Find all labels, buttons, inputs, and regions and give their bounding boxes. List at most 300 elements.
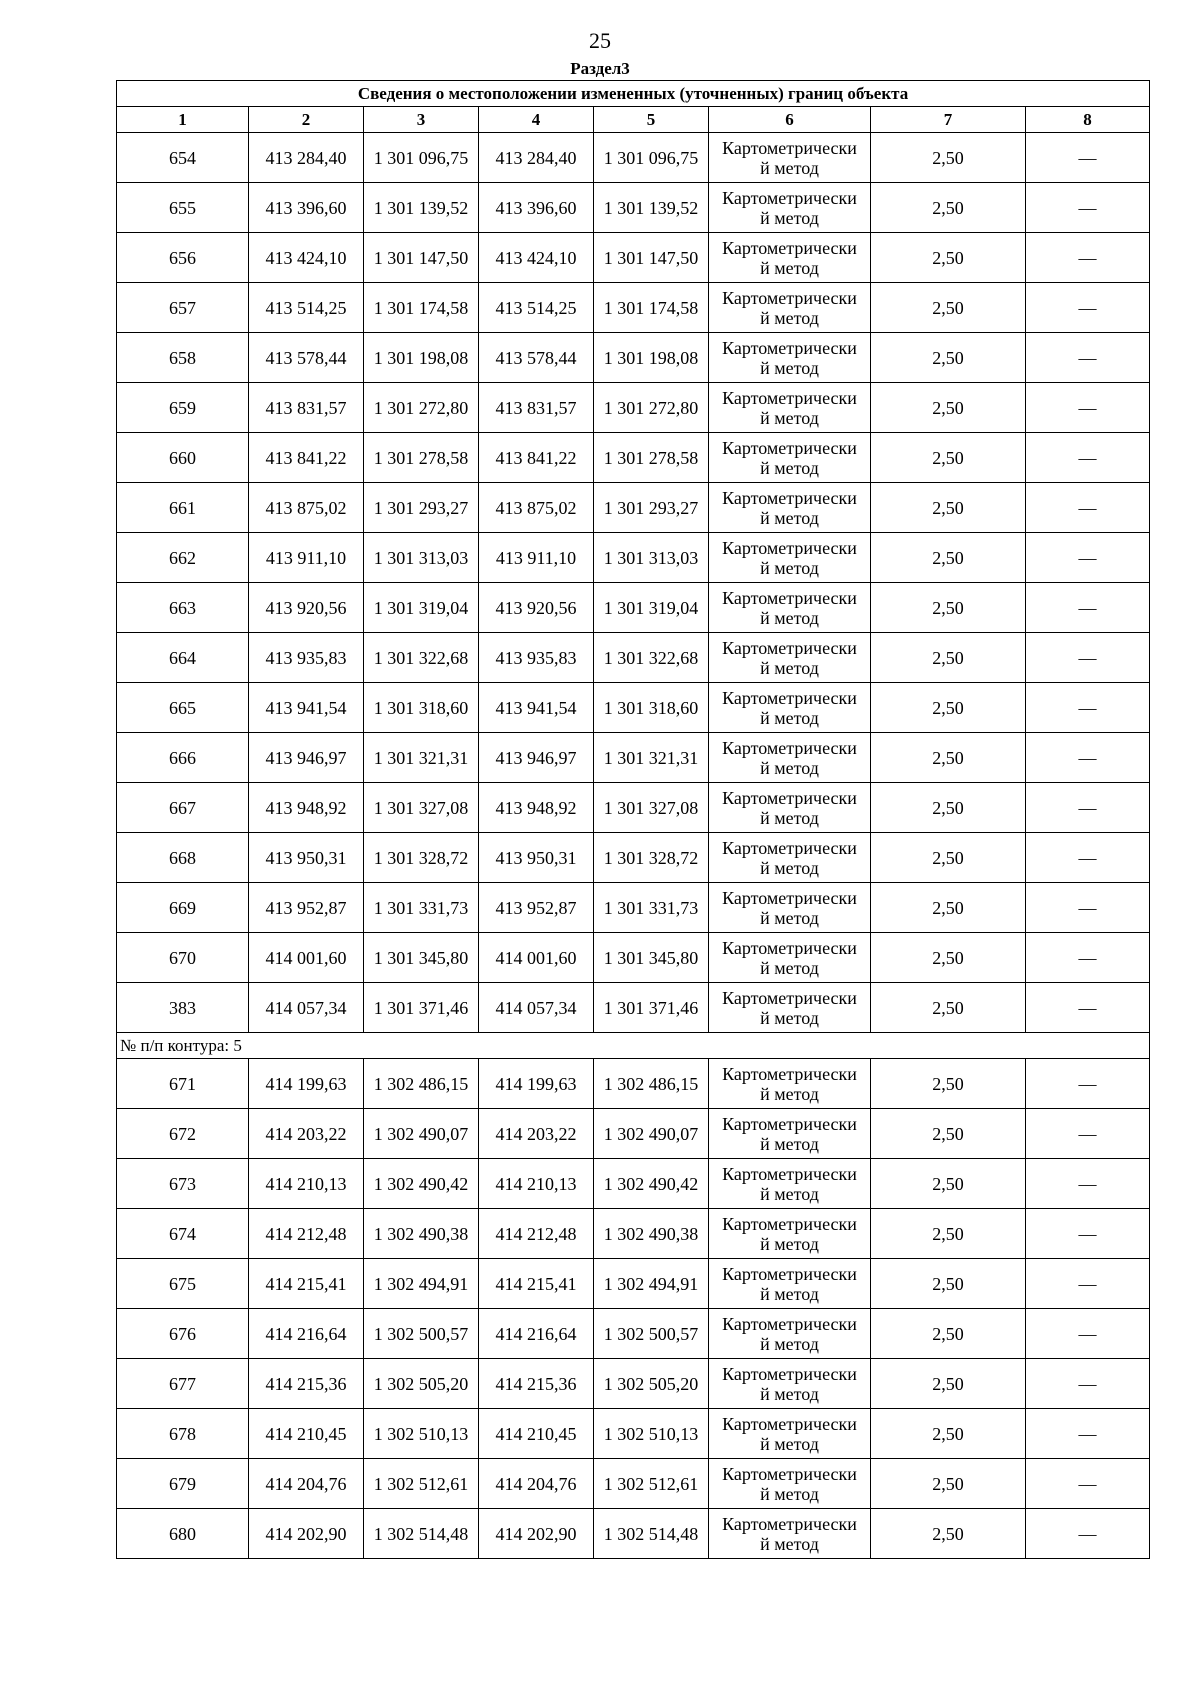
y-old-cell: 1 301 147,50 xyxy=(364,233,479,283)
method-cell xyxy=(709,1359,871,1409)
method-text-line2: й метод xyxy=(760,457,819,478)
method-cell xyxy=(709,933,871,983)
column-number-7: 7 xyxy=(871,107,1026,133)
y-new-cell: 1 301 096,75 xyxy=(594,133,709,183)
y-new-cell: 1 301 327,08 xyxy=(594,783,709,833)
x-old-cell: 413 941,54 xyxy=(249,683,364,733)
point-number-cell: 383 xyxy=(117,983,249,1033)
description-cell: — xyxy=(1026,1109,1150,1159)
column-number-row xyxy=(117,107,1150,133)
method-text-line2: й метод xyxy=(760,1533,819,1554)
method-text-line2: й метод xyxy=(760,407,819,428)
method-cell xyxy=(709,233,871,283)
accuracy-cell: 2,50 xyxy=(871,1109,1026,1159)
y-new-cell: 1 301 331,73 xyxy=(594,883,709,933)
y-new-cell: 1 301 345,80 xyxy=(594,933,709,983)
x-new-cell: 413 911,10 xyxy=(479,533,594,583)
accuracy-cell: 2,50 xyxy=(871,533,1026,583)
description-cell: — xyxy=(1026,733,1150,783)
x-new-cell: 413 396,60 xyxy=(479,183,594,233)
accuracy-cell: 2,50 xyxy=(871,1459,1026,1509)
x-new-cell: 413 578,44 xyxy=(479,333,594,383)
method-text-line2: й метод xyxy=(760,1483,819,1504)
table-row xyxy=(117,283,1150,333)
x-old-cell: 413 578,44 xyxy=(249,333,364,383)
description-cell: — xyxy=(1026,233,1150,283)
x-old-cell: 413 514,25 xyxy=(249,283,364,333)
method-cell xyxy=(709,1109,871,1159)
table-row xyxy=(117,133,1150,183)
x-new-cell: 414 210,13 xyxy=(479,1159,594,1209)
table-row xyxy=(117,1309,1150,1359)
y-old-cell: 1 301 198,08 xyxy=(364,333,479,383)
x-old-cell: 414 212,48 xyxy=(249,1209,364,1259)
point-number-cell: 664 xyxy=(117,633,249,683)
x-old-cell: 414 202,90 xyxy=(249,1509,364,1559)
x-old-cell: 413 920,56 xyxy=(249,583,364,633)
method-text-line2: й метод xyxy=(760,1233,819,1254)
table-row xyxy=(117,1159,1150,1209)
description-cell: — xyxy=(1026,683,1150,733)
y-old-cell: 1 301 371,46 xyxy=(364,983,479,1033)
x-old-cell: 413 875,02 xyxy=(249,483,364,533)
x-old-cell: 413 424,10 xyxy=(249,233,364,283)
accuracy-cell: 2,50 xyxy=(871,1159,1026,1209)
y-new-cell: 1 301 321,31 xyxy=(594,733,709,783)
method-text-line2: й метод xyxy=(760,1383,819,1404)
x-old-cell: 413 831,57 xyxy=(249,383,364,433)
x-old-cell: 414 203,22 xyxy=(249,1109,364,1159)
accuracy-cell: 2,50 xyxy=(871,233,1026,283)
method-cell xyxy=(709,283,871,333)
method-text-line1: Картометрически xyxy=(722,487,857,508)
description-cell: — xyxy=(1026,383,1150,433)
table-row xyxy=(117,783,1150,833)
accuracy-cell: 2,50 xyxy=(871,733,1026,783)
x-new-cell: 413 948,92 xyxy=(479,783,594,833)
table-row xyxy=(117,983,1150,1033)
x-new-cell: 413 950,31 xyxy=(479,833,594,883)
y-new-cell: 1 301 371,46 xyxy=(594,983,709,1033)
method-text-line1: Картометрически xyxy=(722,1463,857,1484)
y-new-cell: 1 302 490,42 xyxy=(594,1159,709,1209)
x-new-cell: 413 514,25 xyxy=(479,283,594,333)
y-old-cell: 1 301 313,03 xyxy=(364,533,479,583)
table-row xyxy=(117,1059,1150,1109)
y-old-cell: 1 301 331,73 xyxy=(364,883,479,933)
accuracy-cell: 2,50 xyxy=(871,1059,1026,1109)
y-old-cell: 1 301 278,58 xyxy=(364,433,479,483)
column-number-2: 2 xyxy=(249,107,364,133)
table-row xyxy=(117,483,1150,533)
x-old-cell: 413 841,22 xyxy=(249,433,364,483)
method-cell xyxy=(709,1409,871,1459)
x-old-cell: 414 210,45 xyxy=(249,1409,364,1459)
method-text-line2: й метод xyxy=(760,307,819,328)
y-new-cell: 1 302 500,57 xyxy=(594,1309,709,1359)
y-new-cell: 1 302 510,13 xyxy=(594,1409,709,1459)
method-cell xyxy=(709,1059,871,1109)
y-new-cell: 1 301 313,03 xyxy=(594,533,709,583)
y-old-cell: 1 301 174,58 xyxy=(364,283,479,333)
description-cell: — xyxy=(1026,633,1150,683)
point-number-cell: 666 xyxy=(117,733,249,783)
accuracy-cell: 2,50 xyxy=(871,583,1026,633)
x-new-cell: 413 952,87 xyxy=(479,883,594,933)
x-old-cell: 413 946,97 xyxy=(249,733,364,783)
method-cell xyxy=(709,183,871,233)
x-new-cell: 414 203,22 xyxy=(479,1109,594,1159)
accuracy-cell: 2,50 xyxy=(871,183,1026,233)
column-number-5: 5 xyxy=(594,107,709,133)
method-text-line1: Картометрически xyxy=(722,637,857,658)
column-number-6: 6 xyxy=(709,107,871,133)
method-text-line1: Картометрически xyxy=(722,987,857,1008)
column-number-1: 1 xyxy=(117,107,249,133)
description-cell: — xyxy=(1026,1409,1150,1459)
y-old-cell: 1 301 327,08 xyxy=(364,783,479,833)
accuracy-cell: 2,50 xyxy=(871,983,1026,1033)
table-row xyxy=(117,383,1150,433)
y-old-cell: 1 301 322,68 xyxy=(364,633,479,683)
x-old-cell: 414 204,76 xyxy=(249,1459,364,1509)
point-number-cell: 662 xyxy=(117,533,249,583)
contour-row xyxy=(117,1033,1150,1059)
table-row xyxy=(117,1359,1150,1409)
method-cell xyxy=(709,133,871,183)
point-number-cell: 665 xyxy=(117,683,249,733)
y-old-cell: 1 302 510,13 xyxy=(364,1409,479,1459)
description-cell: — xyxy=(1026,533,1150,583)
x-new-cell: 413 284,40 xyxy=(479,133,594,183)
y-old-cell: 1 302 494,91 xyxy=(364,1259,479,1309)
method-text-line2: й метод xyxy=(760,1283,819,1304)
y-old-cell: 1 301 096,75 xyxy=(364,133,479,183)
method-text-line2: й метод xyxy=(760,1133,819,1154)
description-cell: — xyxy=(1026,133,1150,183)
accuracy-cell: 2,50 xyxy=(871,283,1026,333)
description-cell: — xyxy=(1026,333,1150,383)
x-old-cell: 413 950,31 xyxy=(249,833,364,883)
y-old-cell: 1 302 490,42 xyxy=(364,1159,479,1209)
accuracy-cell: 2,50 xyxy=(871,1409,1026,1459)
accuracy-cell: 2,50 xyxy=(871,383,1026,433)
method-cell xyxy=(709,683,871,733)
y-new-cell: 1 301 322,68 xyxy=(594,633,709,683)
x-old-cell: 413 935,83 xyxy=(249,633,364,683)
method-text-line1: Картометрически xyxy=(722,287,857,308)
x-old-cell: 414 001,60 xyxy=(249,933,364,983)
accuracy-cell: 2,50 xyxy=(871,1359,1026,1409)
method-text-line2: й метод xyxy=(760,807,819,828)
method-cell xyxy=(709,383,871,433)
method-text-line2: й метод xyxy=(760,857,819,878)
description-cell: — xyxy=(1026,833,1150,883)
x-old-cell: 413 396,60 xyxy=(249,183,364,233)
y-old-cell: 1 302 505,20 xyxy=(364,1359,479,1409)
method-text-line2: й метод xyxy=(760,907,819,928)
method-text-line1: Картометрически xyxy=(722,887,857,908)
method-text-line1: Картометрически xyxy=(722,1063,857,1084)
y-new-cell: 1 301 139,52 xyxy=(594,183,709,233)
description-cell: — xyxy=(1026,1259,1150,1309)
y-new-cell: 1 302 494,91 xyxy=(594,1259,709,1309)
method-cell xyxy=(709,1459,871,1509)
y-old-cell: 1 301 328,72 xyxy=(364,833,479,883)
x-old-cell: 413 911,10 xyxy=(249,533,364,583)
y-old-cell: 1 301 345,80 xyxy=(364,933,479,983)
point-number-cell: 674 xyxy=(117,1209,249,1259)
table-row xyxy=(117,1459,1150,1509)
method-text-line2: й метод xyxy=(760,657,819,678)
description-cell: — xyxy=(1026,183,1150,233)
table-row xyxy=(117,1259,1150,1309)
table-title: Сведения о местоположении измененных (уточненных) границ объекта xyxy=(117,81,1150,107)
column-number-4: 4 xyxy=(479,107,594,133)
x-new-cell: 413 935,83 xyxy=(479,633,594,683)
y-new-cell: 1 301 278,58 xyxy=(594,433,709,483)
method-text-line2: й метод xyxy=(760,1333,819,1354)
method-cell xyxy=(709,1509,871,1559)
accuracy-cell: 2,50 xyxy=(871,433,1026,483)
method-text-line1: Картометрически xyxy=(722,1363,857,1384)
x-new-cell: 413 946,97 xyxy=(479,733,594,783)
y-old-cell: 1 302 500,57 xyxy=(364,1309,479,1359)
description-cell: — xyxy=(1026,283,1150,333)
description-cell: — xyxy=(1026,1059,1150,1109)
point-number-cell: 679 xyxy=(117,1459,249,1509)
description-cell: — xyxy=(1026,933,1150,983)
method-text-line2: й метод xyxy=(760,157,819,178)
method-text-line1: Картометрически xyxy=(722,837,857,858)
method-cell xyxy=(709,783,871,833)
point-number-cell: 669 xyxy=(117,883,249,933)
method-cell xyxy=(709,1209,871,1259)
method-cell xyxy=(709,1259,871,1309)
x-old-cell: 413 284,40 xyxy=(249,133,364,183)
accuracy-cell: 2,50 xyxy=(871,483,1026,533)
accuracy-cell: 2,50 xyxy=(871,1209,1026,1259)
x-new-cell: 413 424,10 xyxy=(479,233,594,283)
method-text-line1: Картометрически xyxy=(722,537,857,558)
x-new-cell: 414 210,45 xyxy=(479,1409,594,1459)
method-text-line1: Картометрически xyxy=(722,237,857,258)
method-cell xyxy=(709,733,871,783)
method-text-line1: Картометрически xyxy=(722,587,857,608)
point-number-cell: 678 xyxy=(117,1409,249,1459)
method-text-line1: Картометрически xyxy=(722,1513,857,1534)
y-new-cell: 1 301 174,58 xyxy=(594,283,709,333)
point-number-cell: 670 xyxy=(117,933,249,983)
description-cell: — xyxy=(1026,1509,1150,1559)
y-old-cell: 1 301 293,27 xyxy=(364,483,479,533)
description-cell: — xyxy=(1026,1359,1150,1409)
y-new-cell: 1 302 486,15 xyxy=(594,1059,709,1109)
point-number-cell: 671 xyxy=(117,1059,249,1109)
method-cell xyxy=(709,1309,871,1359)
x-old-cell: 414 215,41 xyxy=(249,1259,364,1309)
y-new-cell: 1 301 272,80 xyxy=(594,383,709,433)
point-number-cell: 663 xyxy=(117,583,249,633)
y-new-cell: 1 301 319,04 xyxy=(594,583,709,633)
point-number-cell: 657 xyxy=(117,283,249,333)
method-cell xyxy=(709,433,871,483)
point-number-cell: 654 xyxy=(117,133,249,183)
accuracy-cell: 2,50 xyxy=(871,633,1026,683)
method-text-line2: й метод xyxy=(760,757,819,778)
point-number-cell: 676 xyxy=(117,1309,249,1359)
y-old-cell: 1 302 490,07 xyxy=(364,1109,479,1159)
point-number-cell: 672 xyxy=(117,1109,249,1159)
method-text-line1: Картометрически xyxy=(722,187,857,208)
method-text-line1: Картометрически xyxy=(722,1213,857,1234)
accuracy-cell: 2,50 xyxy=(871,1509,1026,1559)
method-text-line1: Картометрически xyxy=(722,137,857,158)
description-cell: — xyxy=(1026,1209,1150,1259)
x-new-cell: 413 875,02 xyxy=(479,483,594,533)
method-text-line2: й метод xyxy=(760,607,819,628)
method-text-line1: Картометрически xyxy=(722,787,857,808)
table-row xyxy=(117,233,1150,283)
method-text-line1: Картометрически xyxy=(722,1113,857,1134)
method-cell xyxy=(709,983,871,1033)
y-old-cell: 1 302 514,48 xyxy=(364,1509,479,1559)
table-row xyxy=(117,833,1150,883)
point-number-cell: 659 xyxy=(117,383,249,433)
method-cell xyxy=(709,1159,871,1209)
method-text-line1: Картометрически xyxy=(722,437,857,458)
x-new-cell: 414 057,34 xyxy=(479,983,594,1033)
method-text-line1: Картометрически xyxy=(722,1413,857,1434)
method-cell xyxy=(709,833,871,883)
point-number-cell: 673 xyxy=(117,1159,249,1209)
method-cell xyxy=(709,583,871,633)
method-cell xyxy=(709,883,871,933)
x-new-cell: 413 941,54 xyxy=(479,683,594,733)
accuracy-cell: 2,50 xyxy=(871,833,1026,883)
y-old-cell: 1 302 512,61 xyxy=(364,1459,479,1509)
method-text-line2: й метод xyxy=(760,1007,819,1028)
section-title: Раздел3 xyxy=(570,59,630,78)
x-old-cell: 414 199,63 xyxy=(249,1059,364,1109)
accuracy-cell: 2,50 xyxy=(871,133,1026,183)
x-old-cell: 414 057,34 xyxy=(249,983,364,1033)
method-cell xyxy=(709,483,871,533)
method-text-line1: Картометрически xyxy=(722,687,857,708)
contour-label: № п/п контура: 5 xyxy=(117,1033,1150,1059)
y-old-cell: 1 301 272,80 xyxy=(364,383,479,433)
method-text-line2: й метод xyxy=(760,1433,819,1454)
x-new-cell: 414 001,60 xyxy=(479,933,594,983)
description-cell: — xyxy=(1026,1309,1150,1359)
method-cell xyxy=(709,333,871,383)
y-new-cell: 1 302 514,48 xyxy=(594,1509,709,1559)
y-old-cell: 1 302 486,15 xyxy=(364,1059,479,1109)
method-cell xyxy=(709,533,871,583)
x-new-cell: 413 841,22 xyxy=(479,433,594,483)
method-text-line1: Картометрически xyxy=(722,1163,857,1184)
point-number-cell: 668 xyxy=(117,833,249,883)
y-new-cell: 1 302 490,38 xyxy=(594,1209,709,1259)
table-row xyxy=(117,1109,1150,1159)
x-old-cell: 414 215,36 xyxy=(249,1359,364,1409)
x-new-cell: 414 215,41 xyxy=(479,1259,594,1309)
method-text-line1: Картометрически xyxy=(722,1313,857,1334)
description-cell: — xyxy=(1026,1459,1150,1509)
accuracy-cell: 2,50 xyxy=(871,933,1026,983)
accuracy-cell: 2,50 xyxy=(871,783,1026,833)
table-row xyxy=(117,883,1150,933)
table-row xyxy=(117,1209,1150,1259)
point-number-cell: 660 xyxy=(117,433,249,483)
page-number: 25 xyxy=(589,28,611,53)
x-new-cell: 413 920,56 xyxy=(479,583,594,633)
method-text-line1: Картометрически xyxy=(722,1263,857,1284)
table-row xyxy=(117,933,1150,983)
description-cell: — xyxy=(1026,883,1150,933)
method-text-line2: й метод xyxy=(760,707,819,728)
x-new-cell: 414 199,63 xyxy=(479,1059,594,1109)
point-number-cell: 677 xyxy=(117,1359,249,1409)
y-new-cell: 1 302 512,61 xyxy=(594,1459,709,1509)
x-new-cell: 414 216,64 xyxy=(479,1309,594,1359)
method-text-line2: й метод xyxy=(760,257,819,278)
point-number-cell: 667 xyxy=(117,783,249,833)
x-old-cell: 413 952,87 xyxy=(249,883,364,933)
accuracy-cell: 2,50 xyxy=(871,1309,1026,1359)
table-row xyxy=(117,433,1150,483)
table-row xyxy=(117,333,1150,383)
x-new-cell: 414 215,36 xyxy=(479,1359,594,1409)
accuracy-cell: 2,50 xyxy=(871,683,1026,733)
table-row xyxy=(117,733,1150,783)
point-number-cell: 661 xyxy=(117,483,249,533)
point-number-cell: 658 xyxy=(117,333,249,383)
description-cell: — xyxy=(1026,1159,1150,1209)
y-new-cell: 1 302 505,20 xyxy=(594,1359,709,1409)
method-text-line1: Картометрически xyxy=(722,387,857,408)
y-new-cell: 1 301 147,50 xyxy=(594,233,709,283)
method-text-line2: й метод xyxy=(760,957,819,978)
y-old-cell: 1 301 139,52 xyxy=(364,183,479,233)
method-text-line1: Картометрически xyxy=(722,337,857,358)
table-row xyxy=(117,683,1150,733)
x-new-cell: 414 212,48 xyxy=(479,1209,594,1259)
method-text-line2: й метод xyxy=(760,357,819,378)
description-cell: — xyxy=(1026,783,1150,833)
table-title-row xyxy=(117,81,1150,107)
x-old-cell: 413 948,92 xyxy=(249,783,364,833)
y-new-cell: 1 301 318,60 xyxy=(594,683,709,733)
y-new-cell: 1 302 490,07 xyxy=(594,1109,709,1159)
method-cell xyxy=(709,633,871,683)
table-row xyxy=(117,1509,1150,1559)
table-row xyxy=(117,183,1150,233)
table-row xyxy=(117,533,1150,583)
y-new-cell: 1 301 198,08 xyxy=(594,333,709,383)
description-cell: — xyxy=(1026,983,1150,1033)
y-old-cell: 1 301 319,04 xyxy=(364,583,479,633)
y-new-cell: 1 301 328,72 xyxy=(594,833,709,883)
point-number-cell: 656 xyxy=(117,233,249,283)
y-old-cell: 1 301 321,31 xyxy=(364,733,479,783)
x-new-cell: 414 202,90 xyxy=(479,1509,594,1559)
table-row xyxy=(117,633,1150,683)
accuracy-cell: 2,50 xyxy=(871,1259,1026,1309)
x-old-cell: 414 210,13 xyxy=(249,1159,364,1209)
method-text-line2: й метод xyxy=(760,1083,819,1104)
method-text-line1: Картометрически xyxy=(722,737,857,758)
